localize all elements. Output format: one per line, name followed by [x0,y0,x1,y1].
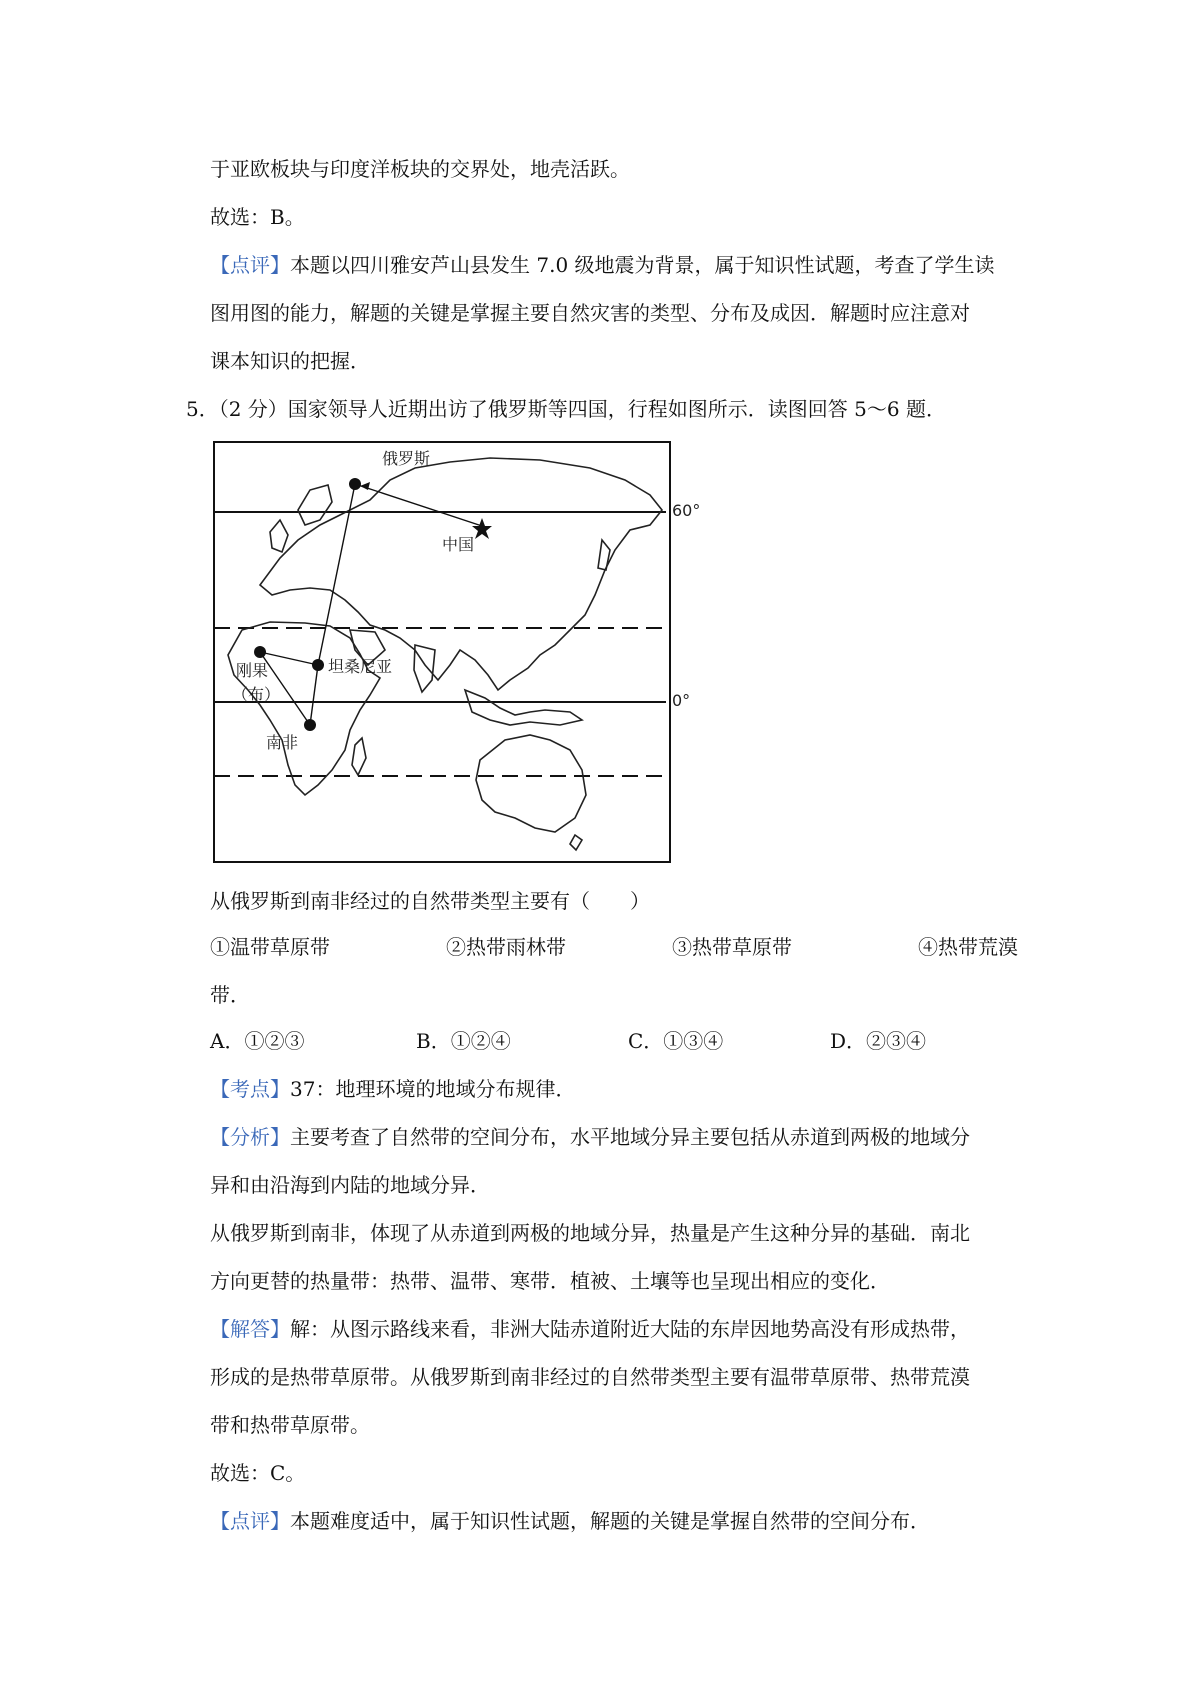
comment-tag: 【点评】 [210,253,290,277]
congo-label: 刚果 [236,661,269,680]
item-2: ②热带雨林带 [446,935,566,959]
item-3: ③热带草原带 [672,935,792,959]
kaodian-tag: 【考点】 [210,1077,290,1101]
jieda-line3: 带和热带草原带。 [210,1413,370,1437]
choice-b: B．①②④ [416,1029,511,1053]
prev-comment-line1 [210,252,995,278]
answer-line: 故选：C。 [210,1461,306,1485]
choice-d: D．②③④ [830,1029,927,1053]
question-stem: 5．（2 分）国家领导人近期出访了俄罗斯等四国，行程如图所示．读图回答 5～6 题． [186,397,946,421]
item-4: ④热带荒漠 [918,935,1018,959]
fenxi-line3: 从俄罗斯到南非，体现了从赤道到两极的地域分异，热量是产生这种分异的基础．南北 [210,1221,970,1245]
fenxi-line2: 异和由沿海到内陆的地域分异． [210,1173,490,1197]
pingjia-line [210,1508,930,1534]
lat-0-label: 0° [672,691,691,710]
fenxi-line1 [210,1124,970,1150]
southafrica-label: 南非 [266,733,299,752]
lat-60-label: 60° [672,501,701,520]
fenxi-tag: 【分析】 [210,1125,290,1149]
russia-dot [349,478,361,490]
choice-a: A．①②③ [210,1029,305,1053]
kaodian-line [210,1076,575,1102]
question-ask: 从俄罗斯到南非经过的自然带类型主要有（ ） [210,889,650,913]
world-route-map [210,440,710,865]
fenxi-line4: 方向更替的热量带：热带、温带、寒带．植被、土壤等也呈现出相应的变化． [210,1269,890,1293]
items-tail: 带． [210,983,250,1007]
fenxi-text: 主要考查了自然带的空间分布，水平地域分异主要包括从赤道到两极的地域分 [290,1125,970,1149]
congo-sub-label: （布） [232,685,281,704]
jieda-line2: 形成的是热带草原带。从俄罗斯到南非经过的自然带类型主要有温带草原带、热带荒漠 [210,1365,970,1389]
prev-comment-line3: 课本知识的把握． [210,349,370,373]
china-label: 中国 [442,535,475,554]
item-1: ①温带草原带 [210,935,330,959]
pingjia-tag: 【点评】 [210,1509,290,1533]
jieda-tag: 【解答】 [210,1317,290,1341]
jieda-text: 解：从图示路线来看，非洲大陆赤道附近大陆的东岸因地势高没有形成热带， [290,1317,970,1341]
congo-dot [254,646,266,658]
southafrica-dot [304,719,316,731]
tanzania-label: 坦桑尼亚 [328,657,393,676]
russia-label: 俄罗斯 [382,449,431,468]
jieda-line1 [210,1316,970,1342]
kaodian-text: 37：地理环境的地域分布规律． [290,1077,576,1101]
prev-comment-line2: 图用图的能力，解题的关键是掌握主要自然灾害的类型、分布及成因．解题时应注意对 [210,301,970,325]
comment-text: 本题以四川雅安芦山县发生 7.0 级地震为背景，属于知识性试题，考查了学生读 [290,253,995,277]
prev-text-line: 于亚欧板块与印度洋板块的交界处，地壳活跃。 [210,157,630,181]
pingjia-text: 本题难度适中，属于知识性试题，解题的关键是掌握自然带的空间分布． [290,1509,930,1533]
choice-c: C．①③④ [628,1029,724,1053]
tanzania-dot [312,659,324,671]
prev-answer: 故选：B。 [210,205,305,229]
map-frame [214,442,670,862]
